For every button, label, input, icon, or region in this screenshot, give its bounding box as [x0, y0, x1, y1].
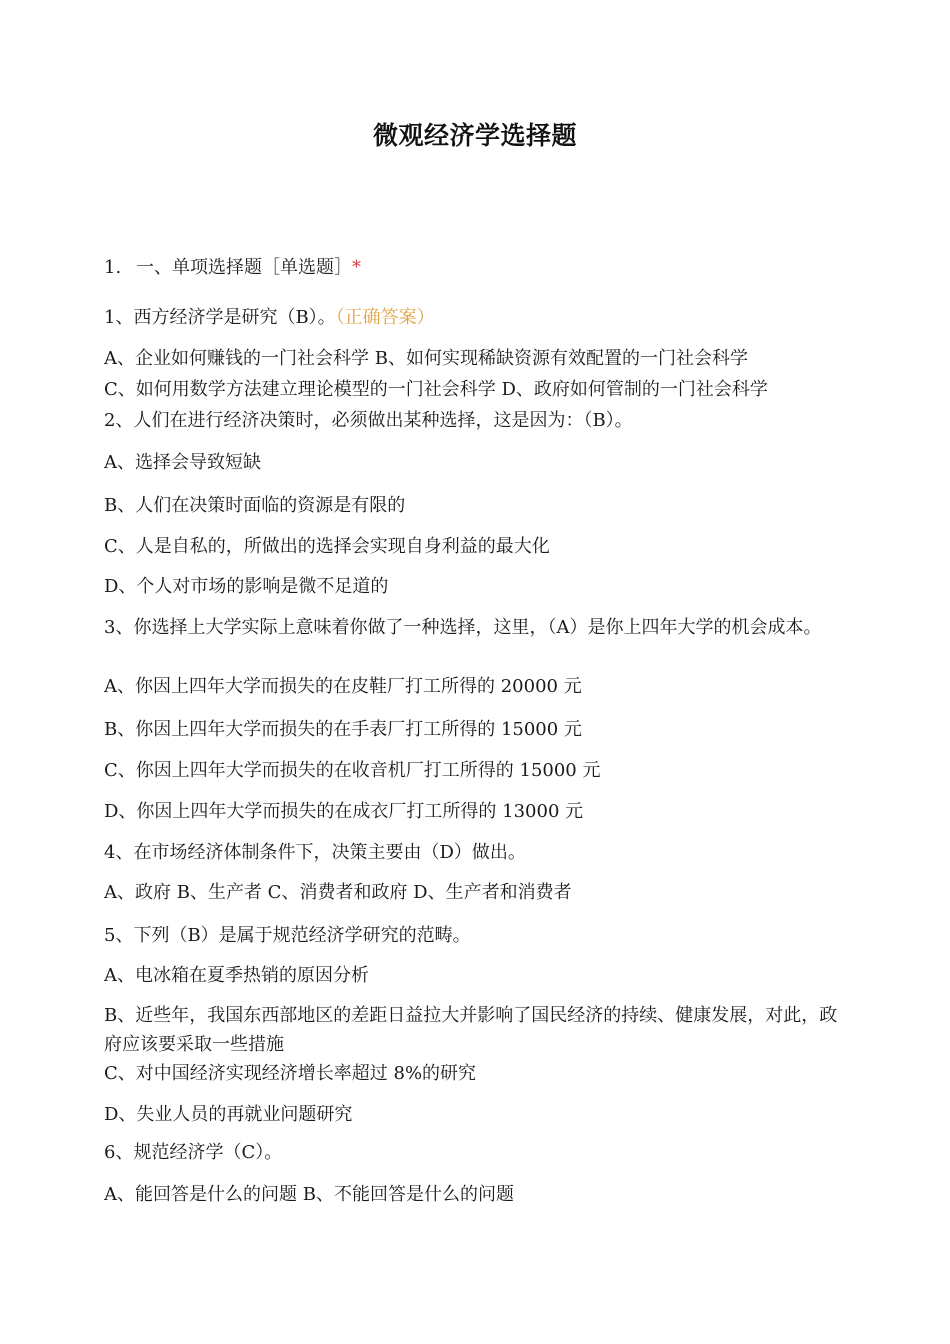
option-line: A、电冰箱在夏季热销的原因分析 [104, 965, 369, 986]
question-line: 2、人们在进行经济决策时，必须做出某种选择，这是因为：（B）。 [104, 410, 633, 431]
question-line: 5、下列（B）是属于规范经济学研究的范畴。 [104, 925, 471, 946]
question-line: 3、你选择上大学实际上意味着你做了一种选择，这里，（A）是你上四年大学的机会成本。 [104, 617, 822, 638]
section-heading [104, 253, 864, 283]
page-title: 微观经济学选择题 [372, 121, 577, 150]
option-line: B、近些年，我国东西部地区的差距日益拉大并影响了国民经济的持续、健康发展，对此，政府应该要采取一些措施 [104, 1005, 838, 1055]
required-mark: * [352, 257, 361, 278]
question-line [104, 303, 864, 333]
option-line: A、企业如何赚钱的一门社会科学 B、如何实现稀缺资源有效配置的一门社会科学 [104, 348, 748, 369]
question-text: 1、西方经济学是研究（B）。 [104, 307, 336, 328]
option-line: C、你因上四年大学而损失的在收音机厂打工所得的 15000 元 [104, 760, 601, 781]
option-line: C、对中国经济实现经济增长率超过 8%的研究 [104, 1063, 477, 1084]
option-line: D、你因上四年大学而损失的在成衣厂打工所得的 13000 元 [104, 801, 584, 822]
correct-answer-tag: （正确答案） [335, 307, 435, 328]
option-line: D、个人对市场的影响是微不足道的 [104, 576, 389, 597]
section-label: 一、单项选择题［单选题］ [136, 257, 352, 278]
option-line: A、你因上四年大学而损失的在皮鞋厂打工所得的 20000 元 [104, 676, 582, 697]
section-number: 1. [104, 257, 122, 278]
option-line: A、能回答是什么的问题 B、不能回答是什么的问题 [104, 1184, 514, 1205]
option-line: A、政府 B、生产者 C、消费者和政府 D、生产者和消费者 [104, 882, 572, 903]
question-line: 4、在市场经济体制条件下，决策主要由（D）做出。 [104, 842, 526, 863]
option-line: C、人是自私的，所做出的选择会实现自身利益的最大化 [104, 536, 550, 557]
option-line: A、选择会导致短缺 [104, 452, 261, 473]
question-line: 6、规范经济学（C）。 [104, 1142, 283, 1163]
option-line: C、如何用数学方法建立理论模型的一门社会科学 D、政府如何管制的一门社会科学 [104, 379, 768, 400]
option-line: B、人们在决策时面临的资源是有限的 [104, 495, 406, 516]
option-line: B、你因上四年大学而损失的在手表厂打工所得的 15000 元 [104, 719, 582, 740]
option-line: D、失业人员的再就业问题研究 [104, 1104, 353, 1125]
